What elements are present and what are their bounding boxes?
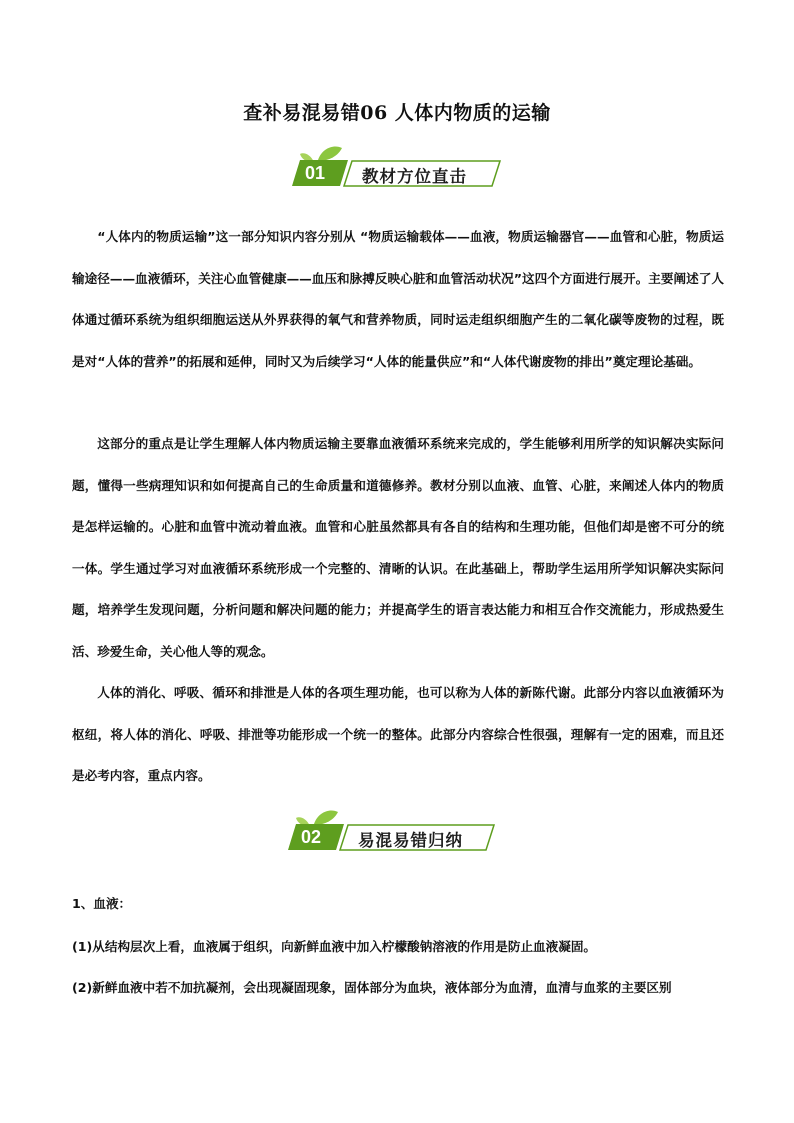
intro-paragraph-3: 人体的消化、呼吸、循环和排泄是人体的各项生理功能，也可以称为人体的新陈代谢。此部分内容以血液循环为枢纽，将人体的消化、呼吸、排泄等功能形成一个统一的整体。此部分内容综合性很强，理解有一定的困难，而且还是必考内容，重点内容。 [72,685,724,783]
banner-label: 易混易错归纳 [358,831,463,850]
section-banner-01 [0,146,794,196]
banner-label: 教材方位直击 [362,167,467,186]
list-item: (2)新鲜血液中若不加抗凝剂，会出现凝固现象，固体部分为血块，液体部分为血清，血清与血浆的主要区别 [72,980,672,995]
banner-number: 02 [301,827,322,847]
leaf-icon [318,147,342,161]
banner-number: 01 [305,163,326,183]
section-banner-02 [0,810,794,860]
subsection-heading: 1、血液： [72,896,132,911]
leaf-icon [314,811,338,825]
intro-paragraph-2: 这部分的重点是让学生理解人体内物质运输主要靠血液循环系统来完成的，学生能够利用所学的知识解决实际问题，懂得一些病理知识和如何提高自己的生命质量和道德修养。教材分别以血液、血管、心脏，来阐述人体内的物质是怎样运输的。心脏和血管中流动着血液。血管和心脏虽然都具有各自的结构和生理功能，但他们却是密不可分的统一体。学生通过学习对血液循环系统形成一个完整的、清晰的认识。在此基础上，帮助学生运用所学知识解决实际问题，培养学生发现问题，分析问题和解决问题的能力；并提高学生的语言表达能力和相互合作交流能力，形成热爱生活、珍爱生命，关心他人等的观念。 [72,436,724,659]
list-item: (1)从结构层次上看，血液属于组织，向新鲜血液中加入柠檬酸钠溶液的作用是防止血液凝固。 [72,939,597,954]
page-title: 查补易混易错06 人体内物质的运输 [243,102,551,124]
intro-paragraph-1: “人体内的物质运输”这一部分知识内容分别从 “物质运输载体——血液，物质运输器官——血管和心脏，物质运输途径——血液循环，关注心血管健康——血压和脉搏反映心脏和血管活动状况”这四个方面进行展开。主要阐述了人体通过循环系统为组织细胞运送从外界获得的氧气和营养物质，同时运走组织细胞产生的二氧化碳等废物的过程，既是对“人体的营养”的拓展和延伸，同时又为后续学习“人体的能量供应”和“人体代谢废物的排出”奠定理论基础。 [72,229,724,369]
